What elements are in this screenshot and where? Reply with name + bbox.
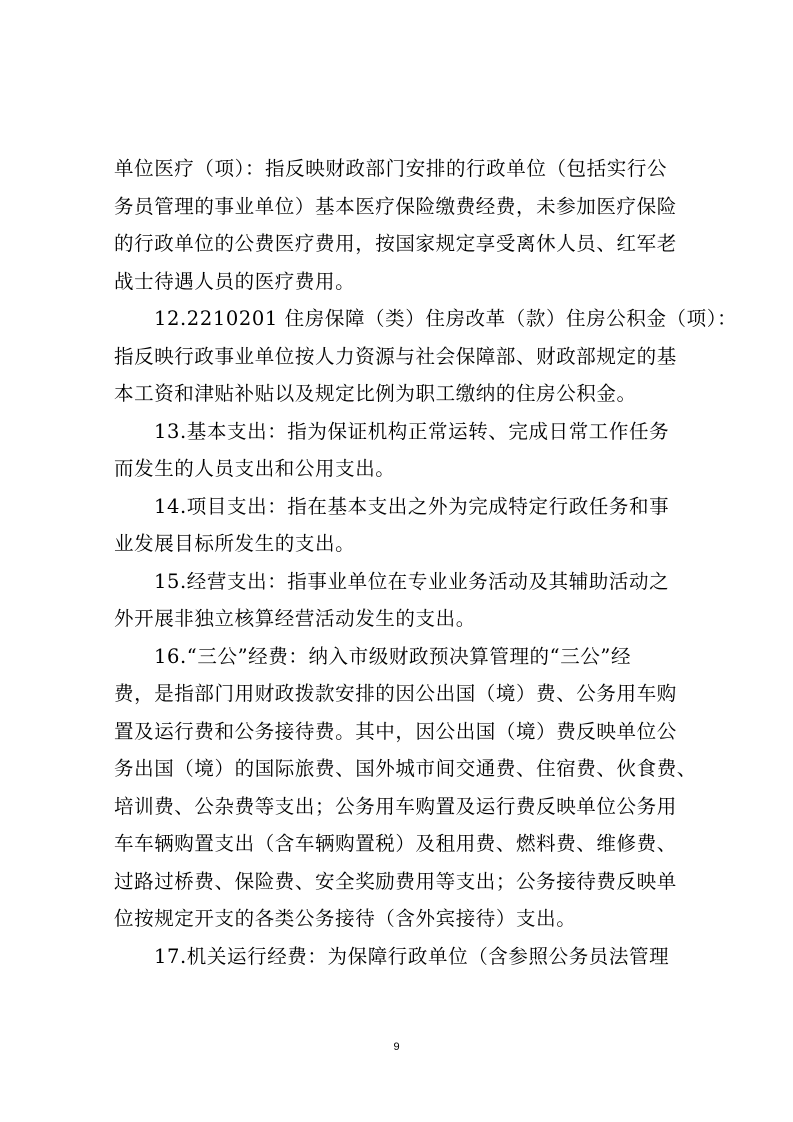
text-line: 业发展目标所发生的支出。 [114,532,356,555]
text-line: 本工资和津贴补贴以及规定比例为职工缴纳的住房公积金。 [114,382,637,405]
text-line: 外开展非独立核算经营活动发生的支出。 [114,607,476,630]
text-line: 单位医疗（项）：指反映财政部门安排的行政单位（包括实行公 [114,157,668,180]
text-line: 的行政单位的公费医疗费用，按国家规定享受离休人员、红军老 [114,232,677,255]
paragraph-15-line: 15.经营支出：指事业单位在专业业务活动及其辅助活动之 [154,569,670,593]
paragraph-13-line: 13.基本支出：指为保证机构正常运转、完成日常工作任务 [154,419,670,443]
text-line: 而发生的人员支出和公用支出。 [114,457,396,480]
text-line: 培训费、公杂费等支出；公务用车购置及运行费反映单位公务用 [114,794,677,818]
body-text [114,150,738,975]
page-number: 9 [393,1041,400,1053]
paragraph-17-line: 17.机关运行经费：为保障行政单位（含参照公务员法管理 [154,944,670,968]
text-line: 指反映行政事业单位按人力资源与社会保障部、财政部规定的基 [114,344,677,368]
text-line: 费，是指部门用财政拨款安排的因公出国（境）费、公务用车购 [114,682,677,705]
text-line: 战士待遇人员的医疗费用。 [114,269,356,293]
text-line: 过路过桥费、保险费、安全奖励费用等支出；公务接待费反映单 [114,869,677,893]
text-line: 车车辆购置支出（含车辆购置税）及租用费、燃料费、维修费、 [114,832,677,855]
text-line: 位按规定开支的各类公务接待（含外宾接待）支出。 [114,907,577,930]
paragraph-12-line: 12.2210201 住房保障（类）住房改革（款）住房公积金（项）： [154,307,738,330]
text-line: 置及运行费和公务接待费。其中，因公出国（境）费反映单位公 [114,719,677,743]
text-line: 务出国（境）的国际旅费、国外城市间交通费、住宿费、伙食费、 [114,757,697,780]
paragraph-14-line: 14.项目支出：指在基本支出之外为完成特定行政任务和事 [154,494,670,518]
text-line: 务员管理的事业单位）基本医疗保险缴费经费，未参加医疗保险 [114,194,677,218]
paragraph-16-line: 16.“三公”经费：纳入市级财政预决算管理的“三公”经 [154,644,632,668]
